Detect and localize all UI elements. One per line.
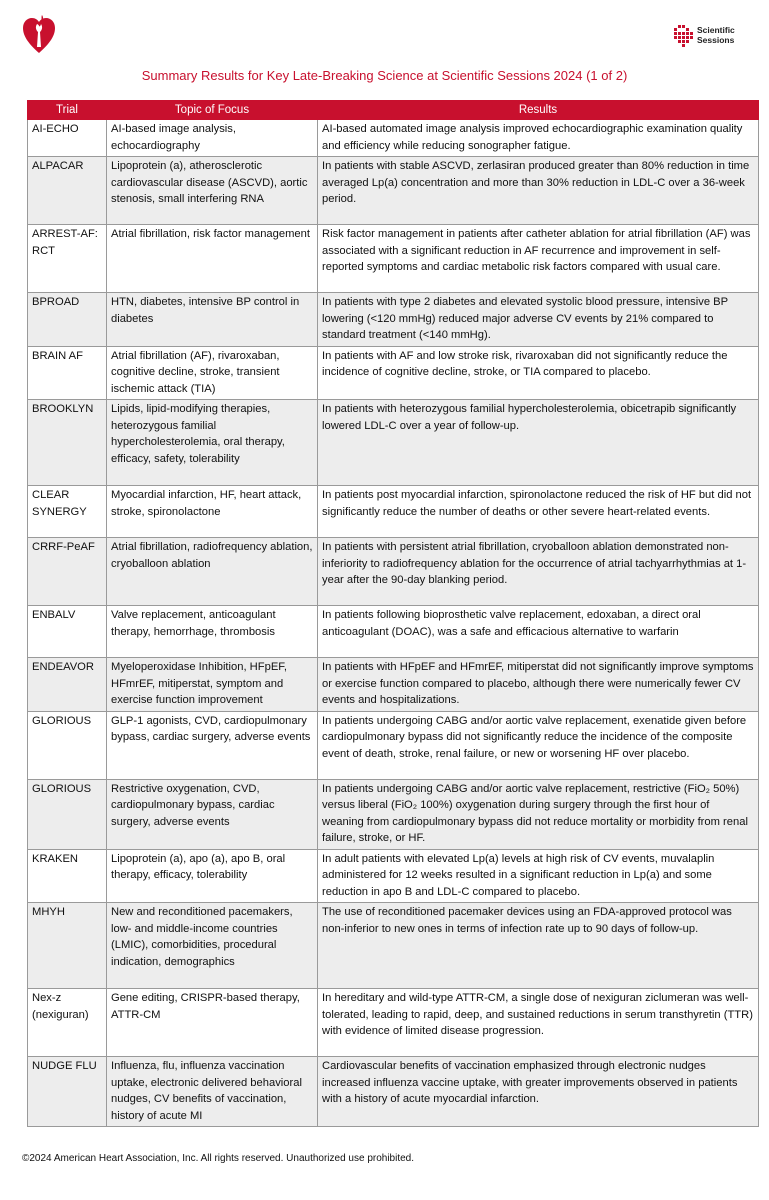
results-cell: In hereditary and wild-type ATTR-CM, a single dose of nexiguran ziclumeran was well-tolerated, leading to rapid, deep, and sustained reductions in serum transthyretin (TTR) with evidence of limited disease progression. — [318, 989, 759, 1057]
table-row — [28, 903, 759, 989]
table-row — [28, 779, 759, 849]
results-cell: In patients following bioprosthetic valve replacement, edoxaban, a direct oral anticoagulant (DOAC), was a safe and efficacious alternative to warfarin — [318, 606, 759, 658]
table-row — [28, 989, 759, 1057]
trial-cell: MHYH — [28, 903, 107, 989]
trial-cell: ALPACAR — [28, 157, 107, 225]
results-cell: AI-based automated image analysis improved echocardiographic examination quality and efficiency while reducing sonographer fatigue. — [318, 120, 759, 157]
trial-cell: GLORIOUS — [28, 711, 107, 779]
header-results: Results — [318, 101, 759, 120]
topic-cell: Atrial fibrillation, radiofrequency ablation, cryoballoon ablation — [107, 538, 318, 606]
table-header-row — [28, 101, 759, 120]
results-cell: In adult patients with elevated Lp(a) levels at high risk of CV events, muvalaplin administered for 12 weeks resulted in a significant reduction in Lp(a) and some reduction in apo B and LDL-C compared to placebo. — [318, 849, 759, 903]
table-row — [28, 157, 759, 225]
trial-cell: Nex-z (nexiguran) — [28, 989, 107, 1057]
table-row — [28, 486, 759, 538]
topic-cell: Lipoprotein (a), atherosclerotic cardiovascular disease (ASCVD), aortic stenosis, small interfering RNA — [107, 157, 318, 225]
topic-cell: Gene editing, CRISPR-based therapy, ATTR-CM — [107, 989, 318, 1057]
topic-cell: Atrial fibrillation (AF), rivaroxaban, cognitive decline, stroke, transient ischemic attack (TIA) — [107, 346, 318, 400]
topic-cell: Lipoprotein (a), apo (a), apo B, oral therapy, efficacy, tolerability — [107, 849, 318, 903]
results-cell: Cardiovascular benefits of vaccination emphasized through electronic nudges increased influenza vaccine uptake, with greater improvements observed in patients with a history of acute myocardial infarction. — [318, 1057, 759, 1127]
topic-cell: Myocardial infarction, HF, heart attack, stroke, spironolactone — [107, 486, 318, 538]
topic-cell: Valve replacement, anticoagulant therapy, hemorrhage, thrombosis — [107, 606, 318, 658]
aha-heart-torch-logo-icon — [22, 13, 56, 55]
results-cell: In patients undergoing CABG and/or aortic valve replacement, restrictive (FiO₂ 50%) versus liberal (FiO₂ 100%) oxygenation during surgery through the first hour of weaning from cardiopulmonary bypass did not reduce mortality or morbidity from renal failure, stroke, or HF. — [318, 779, 759, 849]
table-row — [28, 849, 759, 903]
table-row — [28, 400, 759, 486]
trial-cell: NUDGE FLU — [28, 1057, 107, 1127]
table-row — [28, 606, 759, 658]
table-row — [28, 1057, 759, 1127]
trial-cell: BROOKLYN — [28, 400, 107, 486]
trial-cell: BRAIN AF — [28, 346, 107, 400]
table-row — [28, 658, 759, 712]
header-topic: Topic of Focus — [107, 101, 318, 120]
page-title: Summary Results for Key Late-Breaking Science at Scientific Sessions 2024 (1 of 2) — [141, 68, 628, 83]
table-row — [28, 120, 759, 157]
results-cell: In patients with type 2 diabetes and elevated systolic blood pressure, intensive BP lowering (<120 mmHg) reduced major adverse CV events by 21% compared to standard treatment (<140 mmHg). — [318, 293, 759, 347]
results-cell: In patients with HFpEF and HFmrEF, mitiperstat did not significantly improve symptoms or exercise function compared to placebo, although there were numerically fewer CV events and hospitalizations. — [318, 658, 759, 712]
topic-cell: Atrial fibrillation, risk factor management — [107, 225, 318, 293]
results-table — [27, 100, 759, 1127]
copyright-footer: ©2024 American Heart Association, Inc. All rights reserved. Unauthorized use prohibited. — [22, 1153, 415, 1164]
table-row — [28, 538, 759, 606]
topic-cell: Myeloperoxidase Inhibition, HFpEF, HFmrEF, mitiperstat, symptom and exercise function improvement — [107, 658, 318, 712]
trial-cell: ARREST-AF: RCT — [28, 225, 107, 293]
trial-cell: GLORIOUS — [28, 779, 107, 849]
results-cell: In patients with persistent atrial fibrillation, cryoballoon ablation demonstrated non-inferiority to radiofrequency ablation for the occurrence of atrial tachyarrhythmias at 1-year after the 90-day blanking period. — [318, 538, 759, 606]
topic-cell: Restrictive oxygenation, CVD, cardiopulmonary bypass, cardiac surgery, adverse events — [107, 779, 318, 849]
header-trial: Trial — [28, 101, 107, 120]
table-row — [28, 711, 759, 779]
results-cell: Risk factor management in patients after catheter ablation for atrial fibrillation (AF) was associated with a significant reduction in AF recurrence and improvement in self-reported symptoms and cardiac metabolic risk factors compared with usual care. — [318, 225, 759, 293]
topic-cell: AI-based image analysis, echocardiography — [107, 120, 318, 157]
topic-cell: GLP-1 agonists, CVD, cardiopulmonary bypass, cardiac surgery, adverse events — [107, 711, 318, 779]
topic-cell: HTN, diabetes, intensive BP control in diabetes — [107, 293, 318, 347]
results-cell: In patients with heterozygous familial hypercholesterolemia, obicetrapib significantly lowered LDL-C over a year of follow-up. — [318, 400, 759, 486]
table-row — [28, 346, 759, 400]
results-cell: In patients post myocardial infarction, spironolactone reduced the risk of HF but did not significantly reduce the number of deaths or other severe heart-related events. — [318, 486, 759, 538]
trial-cell: BPROAD — [28, 293, 107, 347]
trial-cell: ENBALV — [28, 606, 107, 658]
topic-cell: Influenza, flu, influenza vaccination uptake, electronic delivered behavioral nudges, CV benefits of vaccination, history of acute MI — [107, 1057, 318, 1127]
results-cell: In patients with stable ASCVD, zerlasiran produced greater than 80% reduction in time averaged Lp(a) concentration and more than 30% reduction in LDL-C over a 36-week period. — [318, 157, 759, 225]
table-row — [28, 293, 759, 347]
topic-cell: New and reconditioned pacemakers, low- and middle-income countries (LMIC), comorbidities, procedural indication, demographics — [107, 903, 318, 989]
trial-cell: KRAKEN — [28, 849, 107, 903]
results-cell: In patients undergoing CABG and/or aortic valve replacement, exenatide given before cardiopulmonary bypass did not significantly reduce the incidence of the composite event of death, stroke, renal failure, or new or worsening HF over placebo. — [318, 711, 759, 779]
topic-cell: Lipids, lipid-modifying therapies, heterozygous familial hypercholesterolemia, oral therapy, efficacy, safety, tolerability — [107, 400, 318, 486]
event-logo-text: Scientific Sessions — [697, 25, 735, 45]
trial-cell: ENDEAVOR — [28, 658, 107, 712]
trial-cell: AI-ECHO — [28, 120, 107, 157]
results-cell: The use of reconditioned pacemaker devices using an FDA-approved protocol was non-inferior to new ones in terms of infection rate up to 90 days of follow-up. — [318, 903, 759, 989]
trial-cell: CLEAR SYNERGY — [28, 486, 107, 538]
trial-cell: CRRF-PeAF — [28, 538, 107, 606]
table-row — [28, 225, 759, 293]
results-cell: In patients with AF and low stroke risk, rivaroxaban did not significantly reduce the incidence of cognitive decline, stroke, or TIA compared to placebo. — [318, 346, 759, 400]
